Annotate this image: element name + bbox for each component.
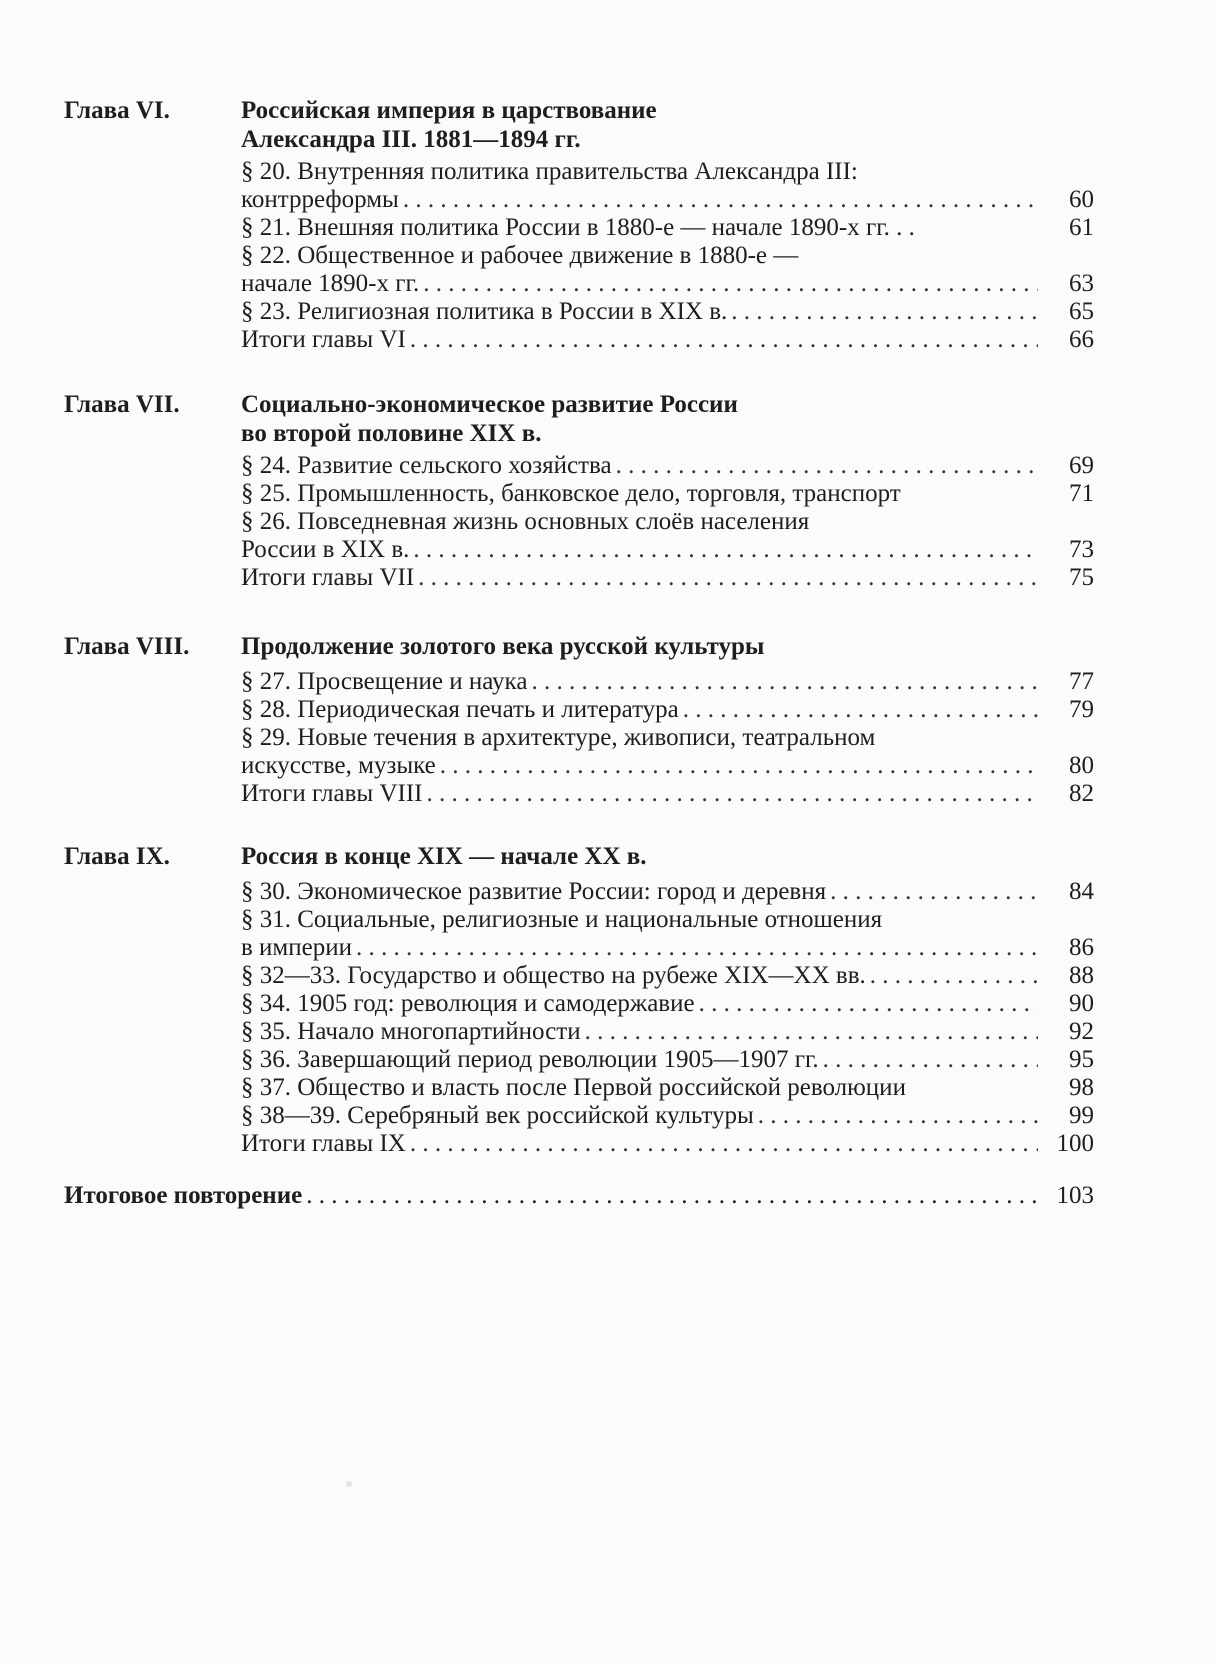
page-number: 77 [1069, 668, 1094, 695]
dot-leader [731, 298, 1038, 326]
dot-leader [413, 536, 1038, 564]
toc-entry [241, 214, 1094, 242]
toc-entry [241, 1018, 1094, 1046]
entry-title: § 23. Религиозная политика в России в XIX в. [241, 298, 728, 325]
toc-entry [241, 906, 1094, 962]
entry-title-line: § 26. Повседневная жизнь основных слоёв населения [241, 508, 810, 535]
dot-leader [440, 752, 1038, 780]
final-review-title: Итоговое повторение [64, 1182, 303, 1209]
entry-title: начале 1890-х гг. [241, 270, 420, 297]
chapter-title-line: Александра III. 1881—1894 гг. [241, 126, 581, 153]
entry-title-line: § 20. Внутренняя политика правительства Александра III: [241, 158, 858, 185]
toc-entry [241, 298, 1094, 326]
final-review-entry [64, 1181, 1094, 1210]
scan-speck [346, 1481, 352, 1487]
toc-entry [241, 564, 1094, 592]
entry-title: § 28. Периодическая печать и литература [241, 696, 679, 723]
page-number: 73 [1069, 536, 1094, 563]
chapter-label: Глава VIII. [64, 633, 190, 660]
dot-leader [423, 270, 1038, 298]
section-list [241, 878, 1094, 1158]
page-number: 61 [1069, 214, 1094, 241]
dot-leader [758, 1102, 1038, 1130]
dot-leader [830, 878, 1038, 906]
page-number: 71 [1069, 480, 1094, 507]
section-list [241, 668, 1094, 808]
entry-title-line: § 29. Новые течения в архитектуре, живописи, театральном [241, 724, 876, 751]
page-number: 86 [1069, 934, 1094, 961]
chapter-label: Глава IX. [64, 843, 170, 870]
section-list [241, 158, 1094, 354]
dot-leader [870, 962, 1038, 990]
entry-title-line: § 22. Общественное и рабочее движение в 1880-е — [241, 242, 799, 269]
toc-entry [241, 508, 1094, 564]
entry-title: § 35. Начало многопартийности [241, 1018, 581, 1045]
entry-title: Итоги главы VII [241, 564, 415, 591]
page-number: 100 [1056, 1130, 1094, 1157]
chapter-title-line: Продолжение золотого века русской культуры [241, 633, 765, 660]
dot-leader [410, 1130, 1038, 1158]
entry-title: контрреформы [241, 186, 399, 213]
chapter-title [241, 96, 1061, 154]
chapter-label: Глава VI. [64, 97, 170, 124]
toc-entry [241, 242, 1094, 298]
page-number: 84 [1069, 878, 1094, 905]
page-number: 95 [1069, 1046, 1094, 1073]
dot-leader [426, 780, 1038, 808]
toc-entry [241, 780, 1094, 808]
entry-title: § 36. Завершающий период революции 1905—1907 гг. [241, 1046, 819, 1073]
page-number: 88 [1069, 962, 1094, 989]
entry-title: § 21. Внешняя политика России в 1880-е — начале 1890-х гг. . . [241, 214, 915, 241]
entry-title: Итоги главы VI [241, 326, 406, 353]
entry-title: § 30. Экономическое развитие России: город и деревня [241, 878, 827, 905]
toc-entry [241, 480, 1094, 508]
entry-title: § 24. Развитие сельского хозяйства [241, 452, 612, 479]
chapter-title-line: Россия в конце XIX — начале XX в. [241, 843, 647, 870]
toc-entry [241, 1074, 1094, 1102]
dot-leader [699, 990, 1038, 1018]
chapter-title [241, 842, 1061, 871]
chapter-title-line: во второй половине XIX в. [241, 420, 542, 447]
page-number: 92 [1069, 1018, 1094, 1045]
page-number: 63 [1069, 270, 1094, 297]
entry-title: § 37. Общество и власть после Первой российской революции [241, 1074, 906, 1101]
page-number: 98 [1069, 1074, 1094, 1101]
chapter-label: Глава VII. [64, 391, 180, 418]
toc-entry [241, 326, 1094, 354]
entry-title: Итоги главы VIII [241, 780, 423, 807]
dot-leader [585, 1018, 1038, 1046]
dot-leader [356, 934, 1038, 962]
dot-leader [531, 668, 1038, 696]
toc-entry [241, 158, 1094, 214]
toc-entry [241, 724, 1094, 780]
page-number: 69 [1069, 452, 1094, 479]
entry-title: в империи [241, 934, 352, 961]
page-number: 90 [1069, 990, 1094, 1017]
entry-title: искусстве, музыке [241, 752, 436, 779]
dot-leader [418, 564, 1038, 592]
entry-title: § 32—33. Государство и общество на рубеже XIX—XX вв. [241, 962, 866, 989]
dot-leader [823, 1046, 1038, 1074]
page-number: 66 [1069, 326, 1094, 353]
entry-title-line: § 31. Социальные, религиозные и национальные отношения [241, 906, 883, 933]
entry-title: § 27. Просвещение и наука [241, 668, 528, 695]
section-list [241, 452, 1094, 592]
toc-entry [241, 878, 1094, 906]
toc-entry [241, 452, 1094, 480]
toc-entry [241, 990, 1094, 1018]
toc-entry [241, 1130, 1094, 1158]
page-number: 103 [1056, 1182, 1094, 1209]
page-number: 79 [1069, 696, 1094, 723]
toc-entry [241, 696, 1094, 724]
entry-title: § 34. 1905 год: революция и самодержавие [241, 990, 695, 1017]
page-number: 80 [1069, 752, 1094, 779]
chapter-title [241, 632, 1061, 661]
page-number: 65 [1069, 298, 1094, 325]
page-number: 60 [1069, 186, 1094, 213]
entry-title: § 38—39. Серебряный век российской культуры [241, 1102, 754, 1129]
chapter-title-line: Российская империя в царствование [241, 97, 657, 124]
toc-entry [241, 668, 1094, 696]
entry-title: Итоги главы IX [241, 1130, 406, 1157]
dot-leader [403, 186, 1038, 214]
dot-leader [616, 452, 1038, 480]
toc-entry [241, 1102, 1094, 1130]
page-number: 99 [1069, 1102, 1094, 1129]
chapter-title-line: Социально-экономическое развитие России [241, 391, 738, 418]
chapter-title [241, 390, 1061, 448]
toc-entry [241, 1046, 1094, 1074]
toc-entry [241, 962, 1094, 990]
page-number: 82 [1069, 780, 1094, 807]
dot-leader [306, 1181, 1038, 1210]
dot-leader [410, 326, 1038, 354]
dot-leader [683, 696, 1038, 724]
page-number: 75 [1069, 564, 1094, 591]
entry-title: § 25. Промышленность, банковское дело, торговля, транспорт [241, 480, 901, 507]
entry-title: России в XIX в. [241, 536, 410, 563]
